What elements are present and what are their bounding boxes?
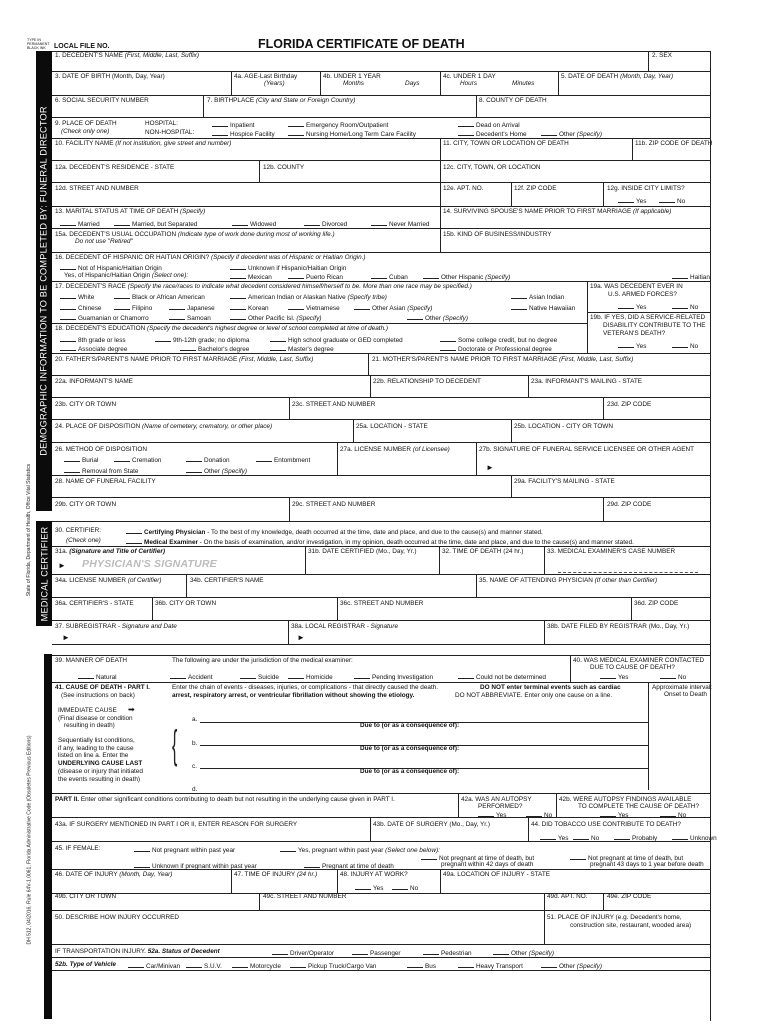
- marital-status-label: 13. MARITAL STATUS AT TIME OF DEATH (Specify): [55, 208, 206, 215]
- disability-no[interactable]: No: [672, 341, 698, 350]
- local-file-label: LOCAL FILE NO.: [54, 43, 110, 50]
- residence-city-field[interactable]: 12c. CITY, TOWN, OR LOCATION: [443, 164, 541, 171]
- certifying-physician-checkbox[interactable]: Certifying Physician - To the best of my knowledge, death occurred at the time, date and place, and due to the cause(s) and manner stated.: [126, 527, 543, 536]
- tobacco-probably[interactable]: Probably: [614, 833, 657, 842]
- attending-physician-field[interactable]: 35. NAME OF ATTENDING PHYSICIAN (If other than Certifier): [479, 577, 658, 584]
- line-b-label: b.: [192, 740, 198, 747]
- certifier-city-field[interactable]: 36b. CITY OR TOWN: [155, 600, 217, 607]
- doa-checkbox[interactable]: Dead on Arrival: [458, 120, 520, 129]
- funeral-director-sidebar-label: DEMOGRAPHIC INFORMATION TO BE COMPLETED BY: FUNERAL DIRECTOR: [39, 106, 49, 456]
- pregnant-42-days-checkbox[interactable]: Not pregnant at time of death, but: [421, 853, 534, 862]
- informant-name-field[interactable]: 22a. INFORMANT'S NAME: [55, 378, 133, 385]
- hospice-checkbox[interactable]: Hospice Facility: [212, 129, 275, 138]
- me-contacted-no[interactable]: No: [660, 672, 686, 681]
- injury-at-work-label: 48. INJURY AT WORK?: [340, 871, 408, 878]
- line-d-label: d.: [192, 786, 198, 793]
- mother-name-field[interactable]: 21. MOTHER'S/PARENT'S NAME PRIOR TO FIRST MARRIAGE (First, Middle, Last, Suffix): [372, 356, 634, 363]
- donation-checkbox[interactable]: Donation: [186, 455, 230, 464]
- immediate-cause-label: IMMEDIATE CAUSE: [58, 707, 117, 714]
- manner-pending[interactable]: Pending Investigation: [354, 672, 433, 681]
- injury-description-field[interactable]: 50. DESCRIBE HOW INJURY OCCURRED: [55, 914, 180, 921]
- facility-zip-field[interactable]: 29d. ZIP CODE: [607, 501, 652, 508]
- yes-hispanic-label: Yes, of Hispanic/Haitian Origin (Select one):: [64, 272, 189, 279]
- if-female-label: 45. IF FEMALE:: [55, 845, 101, 852]
- date-of-birth-field[interactable]: 3. DATE OF BIRTH (Month, Day, Year): [55, 73, 165, 80]
- cause-sidebar: [44, 654, 52, 1019]
- date-of-death-field[interactable]: 5. DATE OF DEATH (Month, Day, Year): [561, 73, 674, 80]
- not-hispanic-checkbox[interactable]: Not of Hispanic/Haitian Origin: [60, 263, 162, 272]
- tobacco-unknown[interactable]: Unknown: [672, 833, 717, 842]
- manner-undetermined[interactable]: Could not be determined: [458, 672, 546, 681]
- entombment-checkbox[interactable]: Entombment: [256, 455, 310, 464]
- funeral-signature-field[interactable]: 27b. SIGNATURE OF FUNERAL SERVICE LICENSEE OR OTHER AGENT: [479, 446, 695, 453]
- cause-part1-label: 41. CAUSE OF DEATH - PART I.: [55, 684, 150, 691]
- armed-forces-yes[interactable]: Yes: [618, 302, 646, 311]
- residence-zip-field[interactable]: 12f. ZIP CODE: [514, 185, 557, 192]
- residence-county-field[interactable]: 12b. COUNTY: [263, 164, 305, 171]
- residence-state-field[interactable]: 12a. DECEDENT'S RESIDENCE - STATE: [55, 164, 175, 171]
- edu-doctorate[interactable]: Doctorate or Professional degree: [440, 344, 552, 353]
- facility-state-field[interactable]: 29a. FACILITY'S MAILING - STATE: [514, 478, 615, 485]
- facility-name-field[interactable]: 10. FACILITY NAME (If not institution, give street and number): [55, 140, 232, 147]
- age-field[interactable]: 4a. AGE-Last Birthday: [234, 73, 298, 80]
- certifier-signature-label: 31a. (Signature and Title of Certifier): [55, 548, 165, 555]
- decedents-home-checkbox[interactable]: Decedent's Home: [458, 129, 527, 138]
- business-industry-field[interactable]: 15b. KIND OF BUSINESS/INDUSTRY: [443, 231, 552, 238]
- pregnant-past-year-checkbox[interactable]: Yes, pregnant within past year (Select one below):: [280, 845, 440, 854]
- race-native-hawaiian[interactable]: Native Hawaiian: [511, 303, 575, 312]
- edu-hs[interactable]: High school graduate or GED completed: [270, 335, 403, 344]
- zip-of-death-field[interactable]: 11b. ZIP CODE OF DEATH: [635, 140, 713, 147]
- vehicle-car[interactable]: Car/Minivan: [128, 961, 180, 970]
- status-pedestrian[interactable]: Pedestrian: [423, 948, 472, 957]
- edu-9-12[interactable]: 9th-12th grade; no diploma: [155, 335, 249, 344]
- armed-forces-no[interactable]: No: [672, 302, 698, 311]
- county-of-death-field[interactable]: 8. COUNTY OF DEATH: [479, 97, 547, 104]
- father-name-field[interactable]: 20. FATHER'S/PARENT'S NAME PRIOR TO FIRST MARRIAGE (First, Middle, Last, Suffix): [55, 356, 314, 363]
- subregistrar-field[interactable]: 37. SUBREGISTRAR - Signature and Date: [55, 623, 177, 630]
- me-case-number-field[interactable]: 33. MEDICAL EXAMINER'S CASE NUMBER: [547, 548, 676, 555]
- method-of-disposition-label: 26. METHOD OF DISPOSITION: [55, 446, 147, 453]
- injury-time-field[interactable]: 47. TIME OF INJURY (24 hr.): [234, 871, 318, 878]
- arrow-icon: ➡: [128, 705, 135, 714]
- at-work-yes[interactable]: Yes: [355, 883, 383, 892]
- medical-examiner-checkbox[interactable]: Medical Examiner - On the basis of examination, and/or investigation, in my opinion, death occurred at the time, date and place, and due to the cause(s) and manner stated.: [126, 537, 634, 546]
- manner-homicide[interactable]: Homicide: [288, 672, 333, 681]
- other-disposition-checkbox[interactable]: Other (Specify): [186, 466, 247, 475]
- autopsy-no[interactable]: No: [526, 810, 552, 819]
- puerto-rican-checkbox[interactable]: Puerto Rican: [288, 272, 343, 281]
- race-white[interactable]: White: [60, 292, 94, 301]
- race-aian[interactable]: American Indian or Alaskan Native (Specify tribe): [230, 292, 387, 301]
- injury-zip-field[interactable]: 49e. ZIP CODE: [607, 893, 652, 900]
- service-disability-label: 19b. IF YES, DID A SERVICE-RELATED: [590, 314, 706, 321]
- edu-bachelor[interactable]: Bachelor's degree: [180, 344, 249, 353]
- vehicle-other[interactable]: Other (Specify): [541, 961, 602, 970]
- facility-street-field[interactable]: 29c. STREET AND NUMBER: [292, 501, 376, 508]
- certifier-zip-field[interactable]: 36d. ZIP CODE: [634, 600, 679, 607]
- edu-master[interactable]: Master's degree: [270, 344, 334, 353]
- vehicle-suv[interactable]: S.U.V.: [186, 961, 222, 970]
- education-label: 18. DECEDENT'S EDUCATION (Specify the decedent's highest degree or level of school completed at time of death.): [55, 325, 389, 332]
- other-hispanic-checkbox[interactable]: Other Hispanic (Specify): [423, 272, 510, 281]
- vehicle-pickup[interactable]: Pickup Truck/Cargo Van: [290, 961, 376, 970]
- removal-checkbox[interactable]: Removal from State: [64, 466, 138, 475]
- never-married-checkbox[interactable]: Never Married: [371, 219, 430, 228]
- arrow-icon: ►: [486, 463, 494, 472]
- race-japanese[interactable]: Japanese: [169, 303, 215, 312]
- local-registrar-field[interactable]: 38a. LOCAL REGISTRAR - Signature: [291, 623, 399, 630]
- race-filipino[interactable]: Filipino: [114, 303, 152, 312]
- er-checkbox[interactable]: Emergency Room/Outpatient: [288, 120, 388, 129]
- under-1-day-field[interactable]: 4c. UNDER 1 DAY: [443, 73, 496, 80]
- race-black[interactable]: Black or African American: [114, 292, 205, 301]
- informant-city-field[interactable]: 23b. CITY OR TOWN: [55, 401, 117, 408]
- race-label: 17. DECEDENT'S RACE (Specify the race/races to indicate what decedent considered himself/herself to be. More than one race may be specified.): [55, 283, 472, 290]
- bracket-icon: {: [172, 723, 178, 767]
- vehicle-heavy[interactable]: Heavy Transport: [458, 961, 523, 970]
- date-filed-field[interactable]: 38b. DATE FILED BY REGISTRAR (Mo., Day, Yr.): [547, 623, 690, 630]
- widowed-checkbox[interactable]: Widowed: [232, 219, 276, 228]
- surgery-date-field[interactable]: 43b. DATE OF SURGERY (Mo., Day, Yr.): [373, 821, 490, 828]
- disposition-place-field[interactable]: 24. PLACE OF DISPOSITION (Name of cemetery, crematory, or other place): [55, 423, 273, 430]
- at-work-no[interactable]: No: [392, 883, 418, 892]
- vehicle-bus[interactable]: Bus: [407, 961, 436, 970]
- injury-apt-field[interactable]: 49d. APT. NO.: [547, 893, 588, 900]
- findings-yes[interactable]: Yes: [600, 810, 628, 819]
- separated-checkbox[interactable]: Married, but Separated: [114, 219, 197, 228]
- physician-signature[interactable]: PHYSICIAN'S SIGNATURE: [82, 558, 217, 570]
- armed-forces-label: 19a. WAS DECEDENT EVER IN: [590, 283, 683, 290]
- inpatient-checkbox[interactable]: Inpatient: [212, 120, 255, 129]
- decedent-name-field[interactable]: 1. DECEDENT'S NAME (First, Middle, Last, Suffix): [55, 52, 199, 59]
- pregnant-43-days-checkbox[interactable]: Not pregnant at time of death, but: [570, 853, 683, 862]
- not-pregnant-checkbox[interactable]: Not pregnant within past year: [134, 845, 235, 854]
- certifier-state-field[interactable]: 36a. CERTIFIER'S - STATE: [55, 600, 134, 607]
- autopsy-findings-label: 42b. WERE AUTOPSY FINDINGS AVAILABLE: [559, 796, 692, 803]
- certifier-name-field[interactable]: 34b. CERTIFIER'S NAME: [190, 577, 264, 584]
- me-contacted-yes[interactable]: Yes: [600, 672, 628, 681]
- divorced-checkbox[interactable]: Divorced: [304, 219, 347, 228]
- vehicle-motorcycle[interactable]: Motorcycle: [232, 961, 281, 970]
- place-of-death-label: 9. PLACE OF DEATH: [55, 120, 117, 127]
- race-other-pi[interactable]: Other Pacific Isl. (Specify): [230, 313, 322, 322]
- spouse-name-field[interactable]: 14. SURVIVING SPOUSE'S NAME PRIOR TO FIRST MARRIAGE (If applicable): [443, 208, 672, 215]
- manner-natural[interactable]: Natural: [78, 672, 117, 681]
- type-note: TYPE IN PERMANENT BLACK INK: [27, 38, 50, 50]
- arrow-icon: ►: [58, 561, 66, 570]
- hispanic-origin-label: 16. DECEDENT OF HISPANIC OR HAITIAN ORIGIN? (Specify if decedent was of Hispanic or Haitian Origin.): [55, 254, 366, 261]
- informant-relationship-field[interactable]: 22b. RELATIONSHIP TO DECEDENT: [373, 378, 481, 385]
- ssn-field[interactable]: 6. SOCIAL SECURITY NUMBER: [55, 97, 149, 104]
- occupation-field[interactable]: 15a. DECEDENT'S USUAL OCCUPATION (Indicate type of work done during most of working life.): [55, 231, 335, 238]
- race-vietnamese[interactable]: Vietnamese: [288, 303, 340, 312]
- injury-date-field[interactable]: 46. DATE OF INJURY (Month, Day, Year): [55, 871, 173, 878]
- tobacco-no[interactable]: No: [573, 833, 599, 842]
- cremation-checkbox[interactable]: Cremation: [114, 455, 161, 464]
- haitian-checkbox[interactable]: Haitian: [672, 272, 710, 281]
- race-chinese[interactable]: Chinese: [60, 303, 101, 312]
- married-checkbox[interactable]: Married: [60, 219, 100, 228]
- autopsy-label: 42a. WAS AN AUTOPSY: [461, 796, 532, 803]
- city-limits-no[interactable]: No: [659, 196, 685, 205]
- time-of-death-field[interactable]: 32. TIME OF DEATH (24 hr.): [442, 548, 524, 555]
- residence-street-field[interactable]: 12d. STREET AND NUMBER: [55, 185, 139, 192]
- burial-checkbox[interactable]: Burial: [64, 455, 98, 464]
- disposition-state-field[interactable]: 25a. LOCATION - STATE: [356, 423, 428, 430]
- manner-suicide[interactable]: Suicide: [240, 672, 279, 681]
- funeral-facility-field[interactable]: 28. NAME OF FUNERAL FACILITY: [55, 478, 156, 485]
- pregnant-at-death-checkbox[interactable]: Pregnant at time of death: [304, 861, 394, 870]
- status-other[interactable]: Other (Specify): [493, 948, 554, 957]
- transport-label: IF TRANSPORTATION INJURY. 52a. Status of Decedent: [55, 948, 220, 955]
- city-limits-yes[interactable]: Yes: [618, 196, 646, 205]
- unknown-pregnant-checkbox[interactable]: Unknown if pregnant within past year: [134, 861, 257, 870]
- city-of-death-field[interactable]: 11. CITY, TOWN OR LOCATION OF DEATH: [443, 140, 569, 147]
- findings-no[interactable]: No: [660, 810, 686, 819]
- inside-city-limits-label: 12g. INSIDE CITY LIMITS?: [607, 185, 685, 192]
- me-contacted-label: 40. WAS MEDICAL EXAMINER CONTACTED: [573, 657, 705, 664]
- other-place-checkbox[interactable]: Other (Specify): [541, 129, 602, 138]
- arrow-icon: ►: [62, 633, 70, 642]
- edu-college[interactable]: Some college credit, but no degree: [440, 335, 557, 344]
- mexican-checkbox[interactable]: Mexican: [230, 272, 272, 281]
- race-other-asian[interactable]: Other Asian (Specify): [354, 303, 432, 312]
- certifier-license-field[interactable]: 34a. LICENSE NUMBER (of Certifier): [55, 577, 162, 584]
- informant-state-field[interactable]: 23a. INFORMANT'S MAILING - STATE: [531, 378, 643, 385]
- autopsy-yes[interactable]: Yes: [478, 810, 506, 819]
- manner-accident[interactable]: Accident: [170, 672, 213, 681]
- tobacco-label: 44. DID TOBACCO USE CONTRIBUTE TO DEATH?: [531, 821, 681, 828]
- line-c-label: c.: [192, 763, 197, 770]
- cuban-checkbox[interactable]: Cuban: [371, 272, 408, 281]
- informant-street-field[interactable]: 23c. STREET AND NUMBER: [292, 401, 376, 408]
- form-title: FLORIDA CERTIFICATE OF DEATH: [258, 37, 465, 51]
- sex-field[interactable]: 2. SEX: [652, 52, 672, 59]
- certifier-street-field[interactable]: 36c. STREET AND NUMBER: [340, 600, 424, 607]
- disability-yes[interactable]: Yes: [618, 341, 646, 350]
- license-number-field[interactable]: 27a. LICENSE NUMBER (of Licensee): [340, 446, 450, 453]
- line-a-label: a.: [192, 716, 198, 723]
- date-certified-field[interactable]: 31b. DATE CERTIFIED (Mo., Day, Yr.): [308, 548, 417, 555]
- medical-certifier-sidebar-label: MEDICAL CERTIFIER: [39, 526, 49, 621]
- manner-of-death-label: 39. MANNER OF DEATH: [55, 657, 127, 664]
- unknown-hispanic-checkbox[interactable]: Unknown if Hispanic/Haitian Origin: [230, 263, 346, 272]
- injury-city-field[interactable]: 49b. CITY OR TOWN: [55, 893, 117, 900]
- under-1-year-field[interactable]: 4b. UNDER 1 YEAR: [323, 73, 381, 80]
- certifier-label: 30. CERTIFIER:: [55, 527, 102, 534]
- surgery-reason-field[interactable]: 43a. IF SURGERY MENTIONED IN PART I OR II, ENTER REASON FOR SURGERY: [55, 821, 298, 828]
- race-other[interactable]: Other (Specify): [407, 313, 468, 322]
- birthplace-field[interactable]: 7. BIRTHPLACE (City and State or Foreign Country): [207, 97, 356, 104]
- nursing-home-checkbox[interactable]: Nursing Home/Long Term Care Facility: [288, 129, 416, 138]
- disposition-city-field[interactable]: 25b. LOCATION - CITY OR TOWN: [514, 423, 613, 430]
- race-korean[interactable]: Korean: [230, 303, 269, 312]
- race-samoan[interactable]: Samoan: [169, 313, 211, 322]
- vehicle-type-label: 52b. Type of Vehicle: [55, 961, 116, 968]
- cause-part2-label: PART II. Enter other significant conditions contributing to death but not resulting in the underlying cause given in PART I.: [55, 796, 395, 803]
- informant-zip-field[interactable]: 23d. ZIP CODE: [607, 401, 652, 408]
- edu-8th[interactable]: 8th grade or less: [60, 335, 126, 344]
- facility-city-field[interactable]: 29b. CITY OR TOWN: [55, 501, 117, 508]
- race-asian-indian[interactable]: Asian Indian: [511, 292, 564, 301]
- status-passenger[interactable]: Passenger: [352, 948, 401, 957]
- form-id-label: DH 512, 04/2016, Rule 64V-1.0061, Florida Administrative Code (Obsoletes Previous Editions): [26, 735, 33, 945]
- status-driver[interactable]: Driver/Operator: [272, 948, 334, 957]
- interval-label: Approximate interval:: [652, 684, 713, 691]
- race-guamanian[interactable]: Guamanian or Chamorro: [60, 313, 149, 322]
- agency-label: State of Florida, Department of Health, Office Vital Statistics: [26, 463, 33, 597]
- edu-associate[interactable]: Associate degree: [60, 344, 127, 353]
- arrow-icon: ►: [297, 633, 305, 642]
- injury-state-field[interactable]: 49a. LOCATION OF INJURY - STATE: [443, 871, 551, 878]
- apt-no-field[interactable]: 12e. APT. NO.: [443, 185, 484, 192]
- tobacco-yes[interactable]: Yes: [540, 833, 568, 842]
- injury-street-field[interactable]: 49c. STREET AND NUMBER: [263, 893, 347, 900]
- place-of-injury-field[interactable]: 51. PLACE OF INJURY (e.g. Decedent's home,: [547, 914, 682, 921]
